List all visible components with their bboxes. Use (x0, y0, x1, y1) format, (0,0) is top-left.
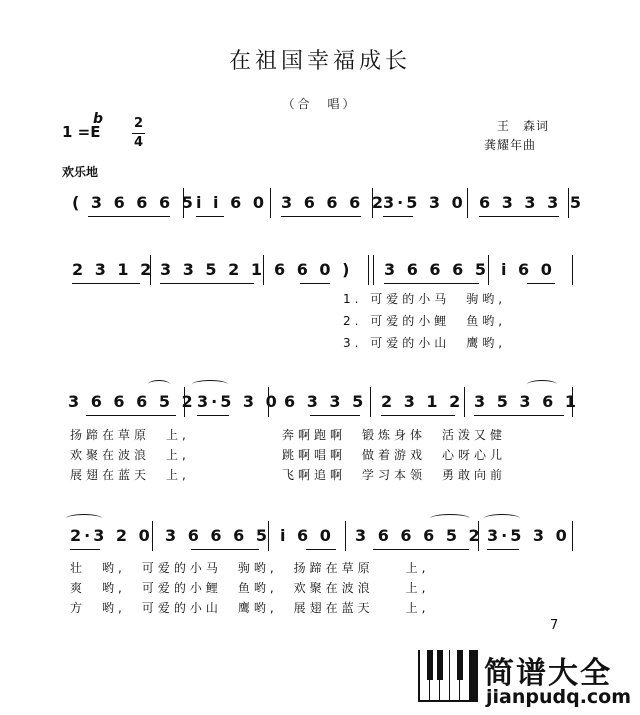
lyric-line: 展翅在蓝天 上, (70, 468, 190, 482)
lyric-line: 跳啊唱啊 做着游戏 心呀心儿 (282, 448, 507, 462)
measure: 3 3 5 2 1 (160, 260, 265, 279)
measure: 2 3 1 2 (381, 392, 464, 411)
measure: 3 6 6 6 2 (281, 193, 386, 212)
lyric-line: 欢聚在波浪 上, (70, 448, 190, 462)
measure: 2 3 1 2 (72, 260, 155, 279)
lyric-line: 扬蹄在草原 上, (70, 428, 190, 442)
measure: i 6 0 (280, 526, 334, 545)
lyric-line: 奔啊跑啊 锻炼身体 活泼又健 (282, 428, 507, 442)
page-number: 7 (550, 618, 559, 633)
lyric-line: 方 哟, 可爱的小山 鹰哟, 展翅在蓝天 上, (70, 601, 430, 615)
lyric-line: 飞啊追啊 学习本领 勇敢向前 (282, 468, 507, 482)
site-logo-url: jianpudq.com (486, 686, 632, 708)
site-logo-name: 简谱大全 (484, 656, 612, 691)
measure: 3·5 3 0 (383, 193, 466, 212)
measure: 6 3 3 3 5 (479, 193, 584, 212)
lyric-line: 1. 可爱的小马 驹哟, (343, 292, 507, 306)
time-signature-top: 2 (133, 116, 144, 131)
performance-type: （合 唱） (282, 97, 358, 111)
page-title: 在祖国幸福成长 (228, 49, 411, 74)
measure: 3 6 6 6 5 2 (68, 392, 196, 411)
key-prefix: 1 = (62, 123, 91, 141)
measure: 2·3 2 0 (70, 526, 153, 545)
time-signature (132, 116, 145, 151)
measure: 3 6 6 6 5 (165, 526, 270, 545)
measure: 6 3 3 5 (284, 392, 367, 411)
composer-credit: 龚耀年曲 (484, 138, 537, 152)
lyricist-credit: 王 森词 (497, 119, 550, 133)
measure: 3 5 3 6 1 (474, 392, 579, 411)
measure: 3·5 3 0 (487, 526, 570, 545)
measure: i 6 0 (501, 260, 555, 279)
measure: 3 6 6 6 5 (384, 260, 489, 279)
lyric-line: 壮 哟, 可爱的小马 驹哟, 扬蹄在草原 上, (70, 561, 430, 575)
measure: 3·5 3 0 (197, 392, 280, 411)
measure: 6 6 0 ) (274, 260, 353, 279)
flat-symbol: b (93, 111, 104, 127)
measure: i i 6 0 (196, 193, 267, 212)
lyric-line: 爽 哟, 可爱的小鲤 鱼哟, 欢聚在波浪 上, (70, 581, 430, 595)
lyric-line: 3. 可爱的小山 鹰哟, (343, 336, 507, 350)
measure: ( 3 6 6 6 5 (72, 193, 196, 212)
piano-keys-icon (418, 650, 478, 702)
measure: 3 6 6 6 5 2 (355, 526, 483, 545)
lyric-line: 2. 可爱的小鲤 鱼哟, (343, 314, 507, 328)
key-note: E (90, 123, 101, 141)
time-signature-bottom: 4 (133, 135, 144, 150)
tempo-marking: 欢乐地 (62, 165, 99, 179)
